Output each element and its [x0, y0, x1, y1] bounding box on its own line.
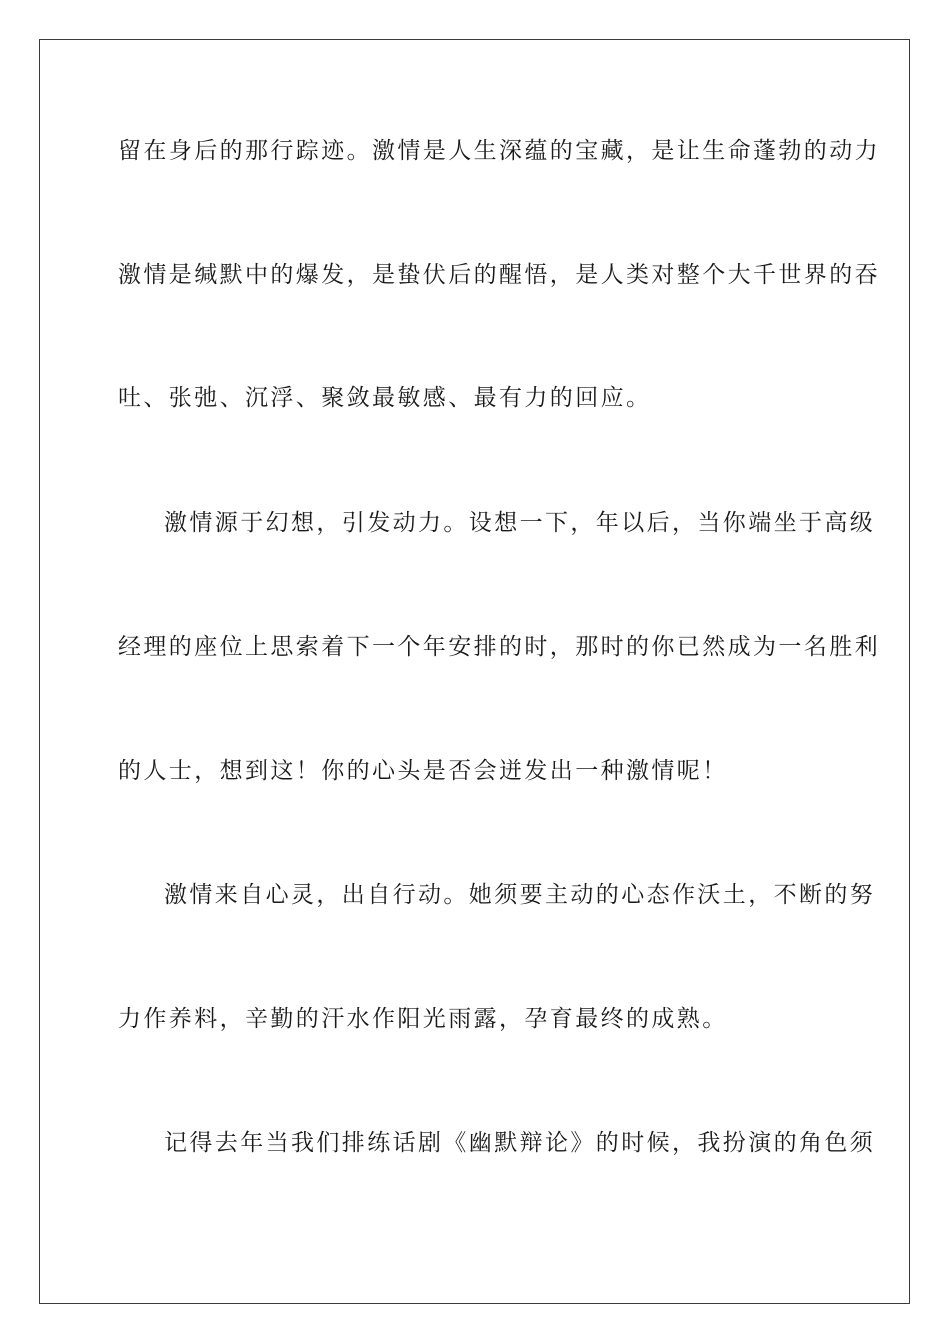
text-line-8: 力作养料，辛勤的汗水作阳光雨露，孕育最终的成熟。 — [118, 1006, 728, 1032]
paragraph-start-line: 激情源于幻想，引发动力。设想一下，年以后，当你端坐于高级 — [164, 510, 876, 536]
paragraph-start-line: 激情来自心灵，出自行动。她须要主动的心态作沃土，不断的努 — [164, 882, 876, 908]
text-line-2: 激情是缄默中的爆发，是蛰伏后的醒悟，是人类对整个大千世界的吞 — [118, 262, 880, 288]
text-line-5: 经理的座位上思索着下一个年安排的时，那时的你已然成为一名胜利 — [118, 634, 880, 660]
text-line-3: 吐、张弛、沉浮、聚敛最敏感、最有力的回应。 — [118, 385, 652, 411]
text-line-1: 留在身后的那行踪迹。激情是人生深蕴的宝藏，是让生命蓬勃的动力 — [118, 138, 880, 164]
text-line-6: 的人士，想到这！你的心头是否会迸发出一种激情呢！ — [118, 758, 728, 784]
page-border — [39, 39, 910, 1304]
paragraph-start-line: 记得去年当我们排练话剧《幽默辩论》的时候，我扮演的角色须 — [164, 1130, 876, 1156]
